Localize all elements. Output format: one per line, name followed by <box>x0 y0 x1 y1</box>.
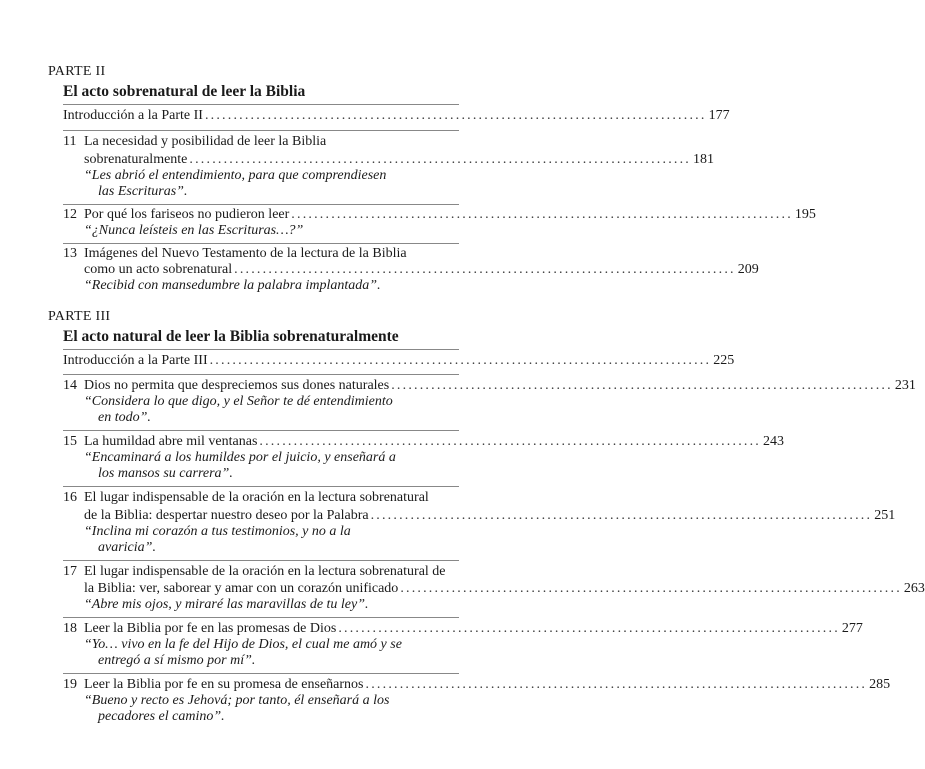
epigraph: avaricia”. <box>98 540 156 555</box>
entry-title: Leer la Biblia por fe en su promesa de enseñarnos <box>84 677 364 692</box>
leader-dots: ........................................................................................ <box>365 677 868 692</box>
epigraph: “Recibid con mansedumbre la palabra implantada”. <box>84 278 381 293</box>
chapter-number: 12 <box>63 207 77 222</box>
toc-entry-intro <box>63 353 735 369</box>
part-title: El acto natural de leer la Biblia sobrenaturalmente <box>63 328 399 345</box>
chapter-number: 17 <box>63 564 77 579</box>
toc-entry <box>84 508 896 524</box>
toc-entry-intro <box>63 108 730 124</box>
chapter-number: 19 <box>63 677 77 692</box>
entry-title: Introducción a la Parte II <box>63 108 203 123</box>
epigraph: “¿Nunca leísteis en las Escrituras…?” <box>84 223 304 238</box>
leader-dots: ........................................................................................ <box>291 207 793 222</box>
entry-title: La humildad abre mil ventanas <box>84 434 258 449</box>
chapter-number: 13 <box>63 246 77 261</box>
leader-dots: ........................................................................................ <box>338 621 840 636</box>
entry-title: Por qué los fariseos no pudieron leer <box>84 207 290 222</box>
part-title: El acto sobrenatural de leer la Biblia <box>63 83 306 100</box>
divider <box>63 130 459 131</box>
toc-entry <box>84 152 715 168</box>
chapter-number: 18 <box>63 621 77 636</box>
divider <box>63 673 459 674</box>
leader-dots: ........................................................................................ <box>391 378 893 393</box>
entry-title: El lugar indispensable de la oración en la lectura sobrenatural <box>84 490 429 505</box>
entry-page: 195 <box>794 207 816 222</box>
entry-page: 177 <box>708 108 730 123</box>
entry-title: de la Biblia: despertar nuestro deseo por la Palabra <box>84 508 369 523</box>
epigraph: las Escrituras”. <box>98 184 188 199</box>
leader-dots: ........................................................................................ <box>370 508 873 523</box>
entry-title: como un acto sobrenatural <box>84 262 233 277</box>
part-label: PARTE II <box>48 64 106 79</box>
entry-page: 277 <box>841 621 863 636</box>
entry-page: 285 <box>869 677 891 692</box>
toc-entry <box>84 677 891 693</box>
entry-page: 231 <box>894 378 916 393</box>
chapter-number: 16 <box>63 490 77 505</box>
entry-title: Leer la Biblia por fe en las promesas de Dios <box>84 621 337 636</box>
entry-title: Dios no permita que despreciemos sus dones naturales <box>84 378 390 393</box>
entry-page: 251 <box>874 508 896 523</box>
leader-dots: ........................................................................................ <box>400 581 902 596</box>
divider <box>63 560 459 561</box>
entry-page: 209 <box>737 262 759 277</box>
epigraph: “Bueno y recto es Jehová; por tanto, él enseñará a los <box>84 693 390 708</box>
entry-page: 263 <box>903 581 925 596</box>
epigraph: “Yo… vivo en la fe del Hijo de Dios, el cual me amó y se <box>84 637 402 652</box>
toc-entry <box>84 434 784 450</box>
divider <box>63 204 459 205</box>
epigraph: “Les abrió el entendimiento, para que comprendiesen <box>84 168 387 183</box>
divider <box>63 430 459 431</box>
epigraph: en todo”. <box>98 410 151 425</box>
toc-entry <box>84 378 916 394</box>
epigraph: los mansos su carrera”. <box>98 466 233 481</box>
toc-entry <box>84 581 925 597</box>
entry-page: 243 <box>763 434 784 449</box>
leader-dots: ........................................................................................ <box>204 108 707 123</box>
divider <box>63 243 459 244</box>
leader-dots: ........................................................................................ <box>189 152 692 167</box>
toc-entry <box>84 262 759 278</box>
entry-title: Imágenes del Nuevo Testamento de la lectura de la Biblia <box>84 246 407 261</box>
entry-title: Introducción a la Parte III <box>63 353 208 368</box>
epigraph: “Considera lo que digo, y el Señor te dé entendimiento <box>84 394 393 409</box>
toc-entry <box>84 207 816 223</box>
chapter-number: 11 <box>63 134 77 149</box>
entry-title: El lugar indispensable de la oración en la lectura sobrenatural de <box>84 564 446 579</box>
chapter-number: 14 <box>63 378 77 393</box>
epigraph: “Inclina mi corazón a tus testimonios, y no a la <box>84 524 351 539</box>
epigraph: entregó a sí mismo por mí”. <box>98 653 256 668</box>
entry-page: 225 <box>713 353 735 368</box>
entry-title: La necesidad y posibilidad de leer la Biblia <box>84 134 327 149</box>
divider <box>63 104 459 105</box>
epigraph: “Encaminará a los humildes por el juicio, y enseñará a <box>84 450 396 465</box>
entry-page: 181 <box>693 152 715 167</box>
leader-dots: ........................................................................................ <box>209 353 712 368</box>
chapter-number: 15 <box>63 434 77 449</box>
toc-entry <box>84 621 863 637</box>
divider <box>63 617 459 618</box>
leader-dots: ........................................................................................ <box>234 262 736 277</box>
part-label: PARTE III <box>48 309 111 324</box>
divider <box>63 374 459 375</box>
epigraph: pecadores el camino”. <box>98 709 225 724</box>
leader-dots: ........................................................................................ <box>259 434 761 449</box>
divider <box>63 349 459 350</box>
entry-title: la Biblia: ver, saborear y amar con un corazón unificado <box>84 581 399 596</box>
entry-title: sobrenaturalmente <box>84 152 188 167</box>
epigraph: “Abre mis ojos, y miraré las maravillas de tu ley”. <box>84 597 369 612</box>
divider <box>63 486 459 487</box>
